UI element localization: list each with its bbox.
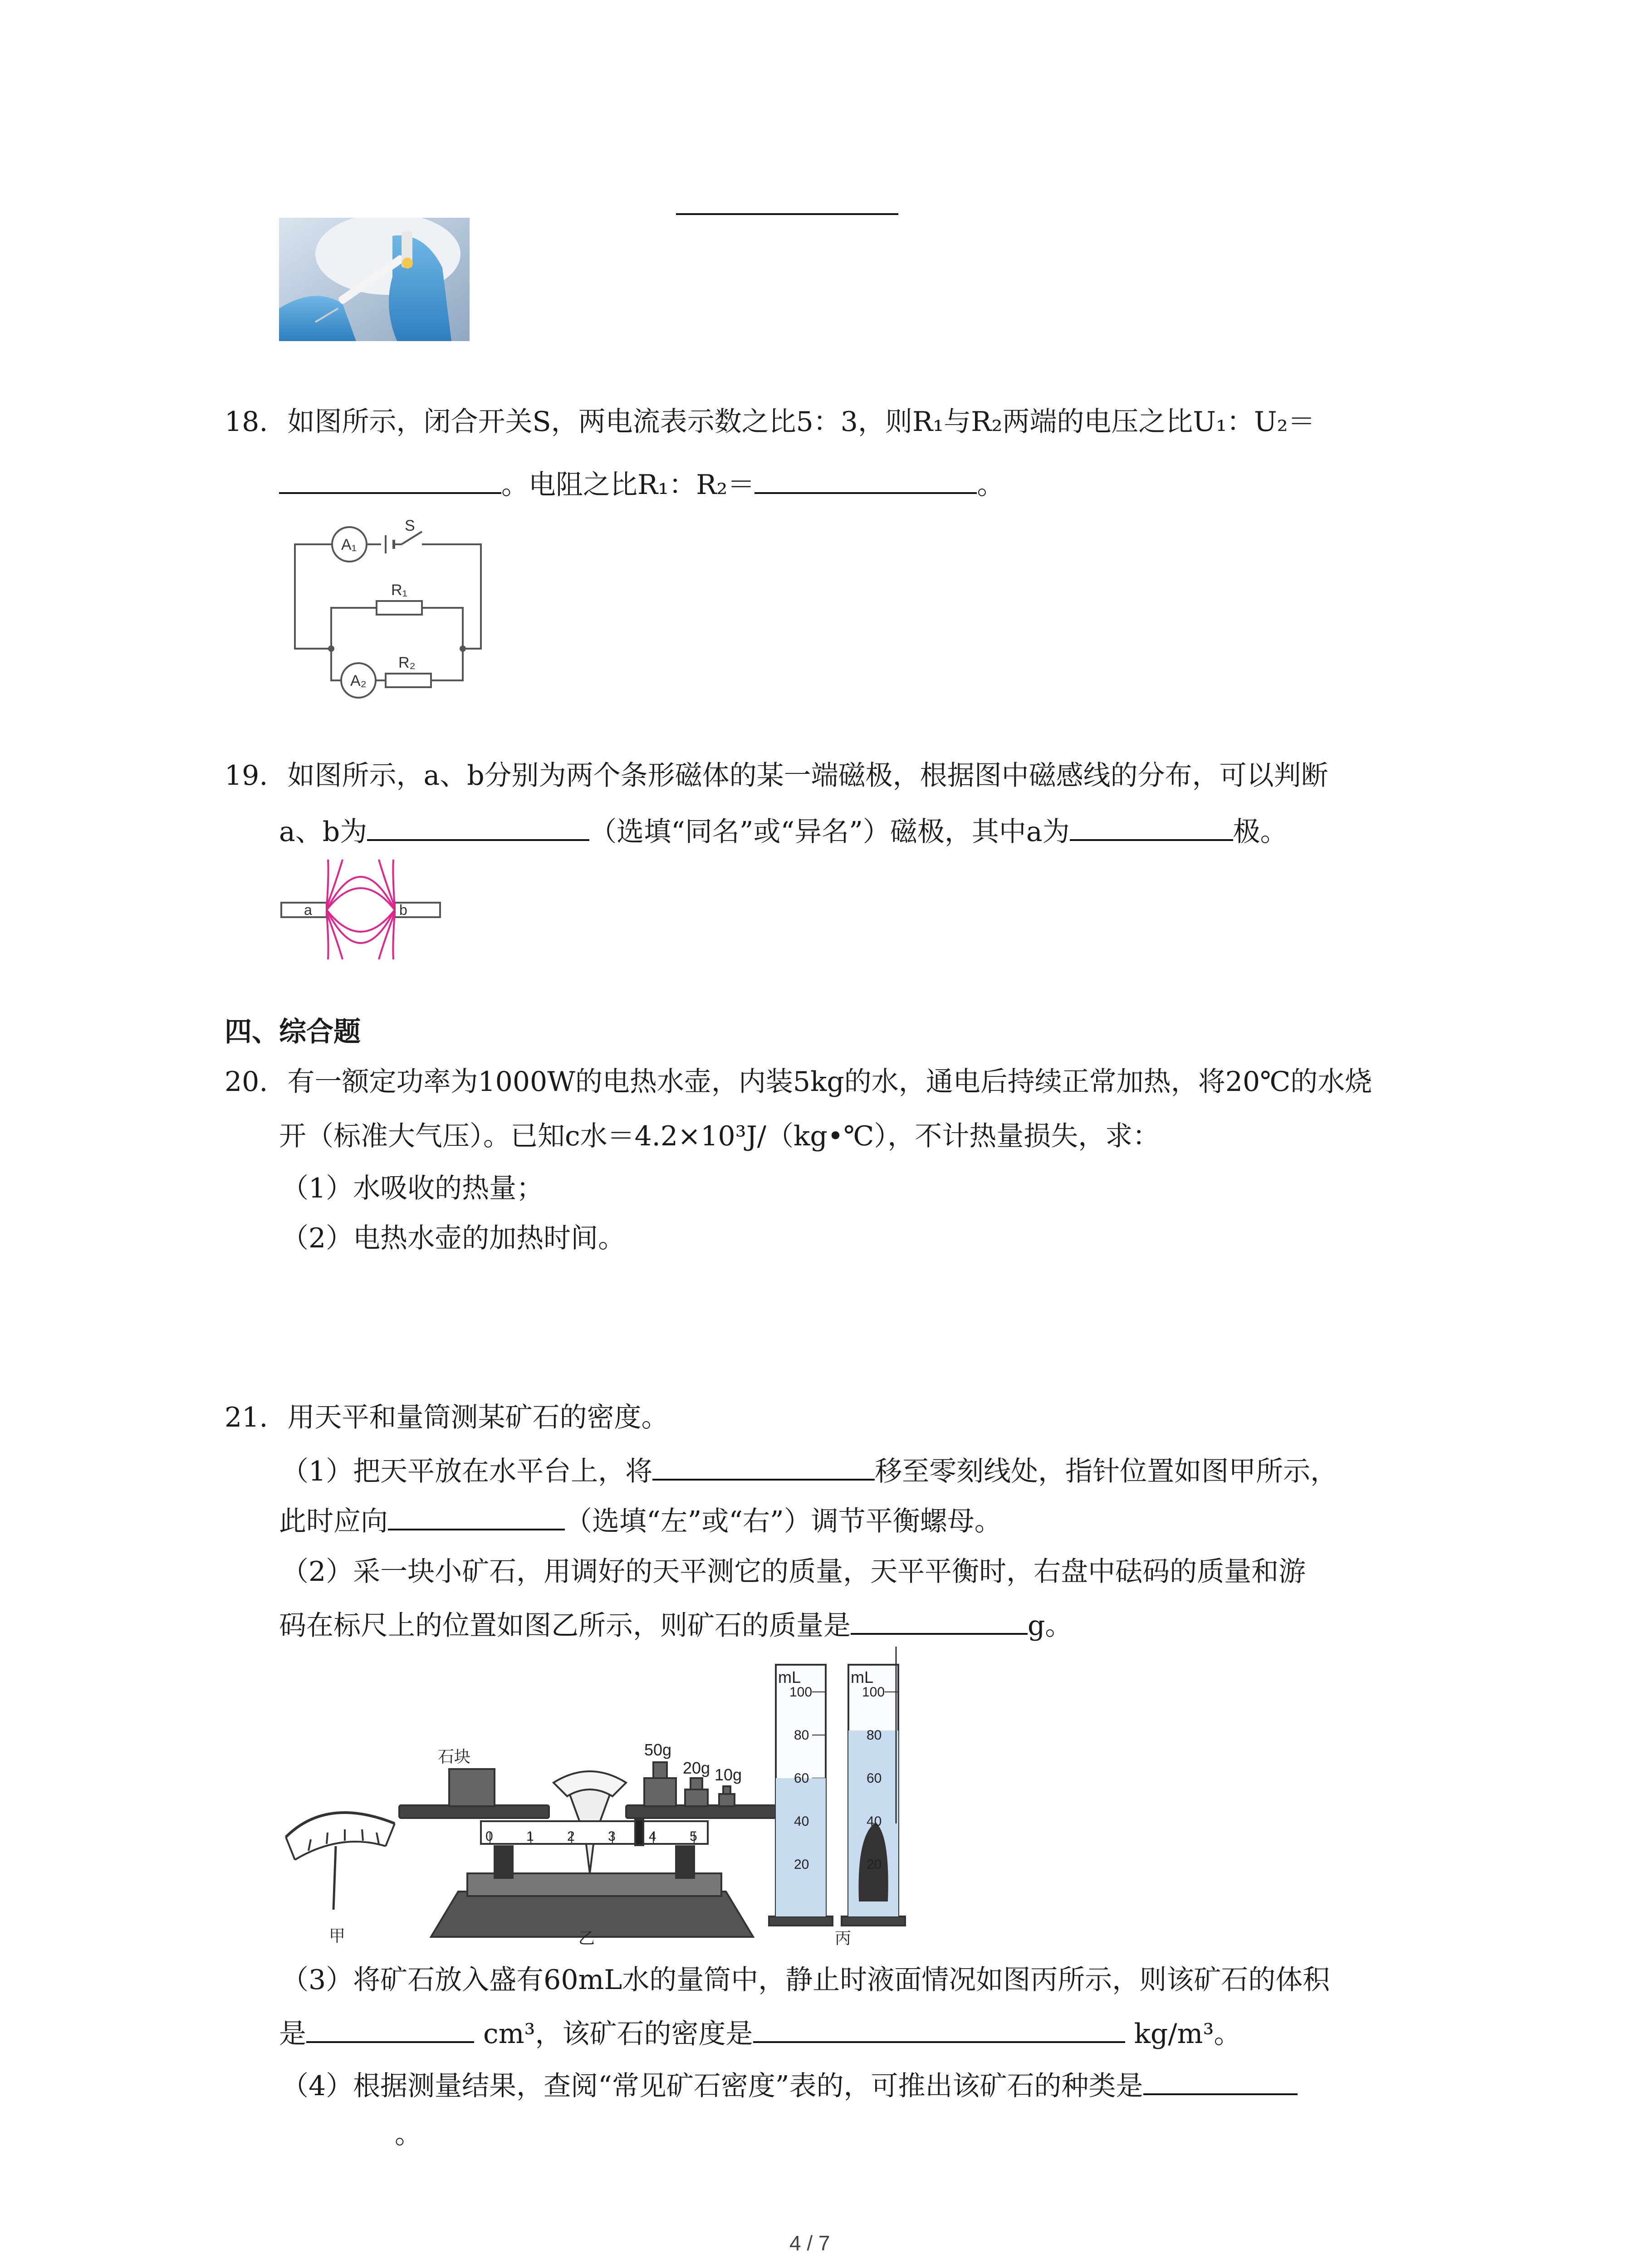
label-jia: 甲: [329, 1926, 346, 1945]
magnet-a-label: a: [304, 902, 312, 918]
q21-text-1: 用天平和量筒测某矿石的密度。: [287, 1402, 669, 1433]
q21-blank-mass[interactable]: [851, 1606, 1028, 1635]
q21-blank-rider[interactable]: [652, 1452, 875, 1481]
q21-p3-text-c: cm³，该矿石的密度是: [483, 2018, 753, 2050]
q21-p2-line1: （2）采一块小矿石，用调好的天平测它的质量，天平平衡时，右盘中砝码的质量和游: [281, 1556, 1306, 1588]
q17-answer-blank[interactable]: [676, 186, 898, 215]
weight-50g-label: 50g: [644, 1740, 672, 1759]
scale-1: 1: [526, 1829, 534, 1844]
scale-0: 0: [485, 1829, 493, 1844]
q21-p2-line2: [279, 1606, 1072, 1644]
scale-3: 3: [608, 1829, 616, 1844]
q21-p4-text-a: （4）根据测量结果，查阅“常见矿石密度”表的，可推出该矿石的种类是: [281, 2070, 1143, 2102]
weight-10g-label: 10g: [715, 1765, 742, 1784]
label-yi: 乙: [578, 1929, 595, 1947]
tick-left-100: 100: [789, 1685, 813, 1700]
q21-p4-line1: [281, 2066, 1298, 2104]
r1-label: R₁: [391, 582, 408, 599]
q20-number: 20.: [225, 1066, 268, 1098]
q21-blank-density[interactable]: [753, 2014, 1125, 2043]
q19-line2: [279, 812, 1288, 850]
page-number: 4 / 7: [789, 2231, 830, 2255]
q21-blank-volume[interactable]: [306, 2014, 474, 2043]
r2-label: R₂: [398, 654, 416, 671]
syringe-photo: [279, 218, 470, 341]
q21-p3-line1: （3）将矿石放入盛有60mL水的量筒中，静止时液面情况如图丙所示，则该矿石的体积: [281, 1964, 1330, 1996]
q21-figure: [277, 1647, 948, 1957]
q20-sub1: （1）水吸收的热量；: [281, 1173, 544, 1204]
resistor-r2-icon: [386, 674, 431, 687]
q19-magnet-diagram: [279, 857, 442, 963]
tick-right-20: 20: [867, 1857, 882, 1872]
scale-4: 4: [649, 1829, 656, 1844]
a1-label: A₁: [341, 536, 357, 553]
balance-scale-icon: [399, 1762, 776, 1937]
scale-5: 5: [690, 1829, 697, 1844]
q18-text-1: 如图所示，闭合开关S，两电流表示数之比5：3，则R₁与R₂两端的电压之比U₁：U₂＝: [287, 406, 1315, 438]
q18-number: 18.: [225, 406, 268, 438]
q21-p4-line2: 。: [395, 2118, 422, 2150]
syringe-photo-image: [279, 218, 470, 341]
q21-p1-text-b: 移至零刻线处，指针位置如图甲所示，: [875, 1456, 1338, 1487]
tick-left-20: 20: [794, 1857, 809, 1872]
q21-number: 21.: [225, 1402, 268, 1433]
tick-left-60: 60: [794, 1771, 809, 1786]
tick-right-80: 80: [867, 1728, 882, 1743]
q21-p2-text-c: g。: [1028, 1610, 1073, 1642]
q20-line2: 开（标准大气压）。已知c水＝4.2×10³J/（kg•℃），不计热量损失，求：: [279, 1120, 1160, 1152]
q18-blank-voltage-ratio[interactable]: [279, 465, 501, 494]
scale-2: 2: [567, 1829, 575, 1844]
a2-label: A₂: [350, 672, 367, 689]
magnet-b-label: b: [399, 902, 407, 918]
q19-text-2: a、b为: [279, 816, 367, 848]
ml-label-right: mL: [851, 1668, 874, 1686]
ml-label-left: mL: [778, 1668, 801, 1686]
s-label: S: [405, 517, 415, 534]
q18-blank-resistance-ratio[interactable]: [754, 465, 977, 494]
pointer-dial-icon: [286, 1813, 395, 1910]
stone-label: 石块: [438, 1747, 471, 1766]
tick-right-60: 60: [867, 1771, 882, 1786]
graduated-cylinder-left-icon: [769, 1665, 833, 1926]
q21-p1-text-a: （1）把天平放在水平台上，将: [281, 1456, 653, 1487]
q21-blank-direction[interactable]: [388, 1501, 565, 1530]
q21-p1-line2: [279, 1501, 1002, 1540]
q18-circuit-diagram: [272, 517, 499, 700]
q18-line2: [279, 465, 1004, 503]
tick-left-40: 40: [794, 1814, 809, 1829]
field-lines: [327, 860, 395, 959]
q19-blank-a-pole[interactable]: [1070, 812, 1233, 841]
q21-p3-line2: [279, 2014, 1241, 2052]
label-bing: 丙: [835, 1929, 852, 1947]
q20-text-1: 有一额定功率为1000W的电热水壶，内装5kg的水，通电后持续正常加热，将20℃的水烧: [287, 1066, 1372, 1098]
q21-line1: [225, 1399, 669, 1436]
q21-p3-text-d: kg/m³。: [1134, 2018, 1241, 2050]
q19-blank-pole-type[interactable]: [367, 812, 589, 841]
q19-number: 19.: [225, 760, 268, 792]
q20-sub2: （2）电热水壶的加热时间。: [281, 1222, 626, 1254]
q21-blank-mineral-type[interactable]: [1143, 2066, 1298, 2095]
q20-line1: [225, 1064, 1372, 1100]
tick-right-40: 40: [867, 1814, 882, 1829]
q19-line1: [225, 758, 1328, 794]
q18-text-3: 。: [977, 469, 1004, 501]
weight-20g-label: 20g: [683, 1759, 710, 1777]
q19-text-3: （选填“同名”或“异名”）磁极，其中a为: [589, 816, 1070, 848]
section-4-title: 四、综合题: [225, 1016, 361, 1048]
q18-text-2: 。电阻之比R₁：R₂＝: [501, 469, 755, 501]
q21-p1-text-c: 此时应向: [279, 1505, 388, 1537]
q21-p3-text-b: 是: [279, 2018, 306, 2050]
q21-p1-line1: [281, 1452, 1337, 1490]
q19-text-4: 极。: [1233, 816, 1288, 848]
q18-line1: [225, 404, 1315, 440]
tick-left-80: 80: [794, 1728, 809, 1743]
q21-p1-text-d: （选填“左”或“右”）调节平衡螺母。: [565, 1505, 1002, 1537]
tick-right-100: 100: [862, 1685, 885, 1700]
resistor-r1-icon: [377, 601, 422, 615]
q19-text-1: 如图所示，a、b分别为两个条形磁体的某一端磁极，根据图中磁感线的分布，可以判断: [287, 760, 1328, 792]
q21-p2-text-b: 码在标尺上的位置如图乙所示，则矿石的质量是: [279, 1610, 851, 1642]
